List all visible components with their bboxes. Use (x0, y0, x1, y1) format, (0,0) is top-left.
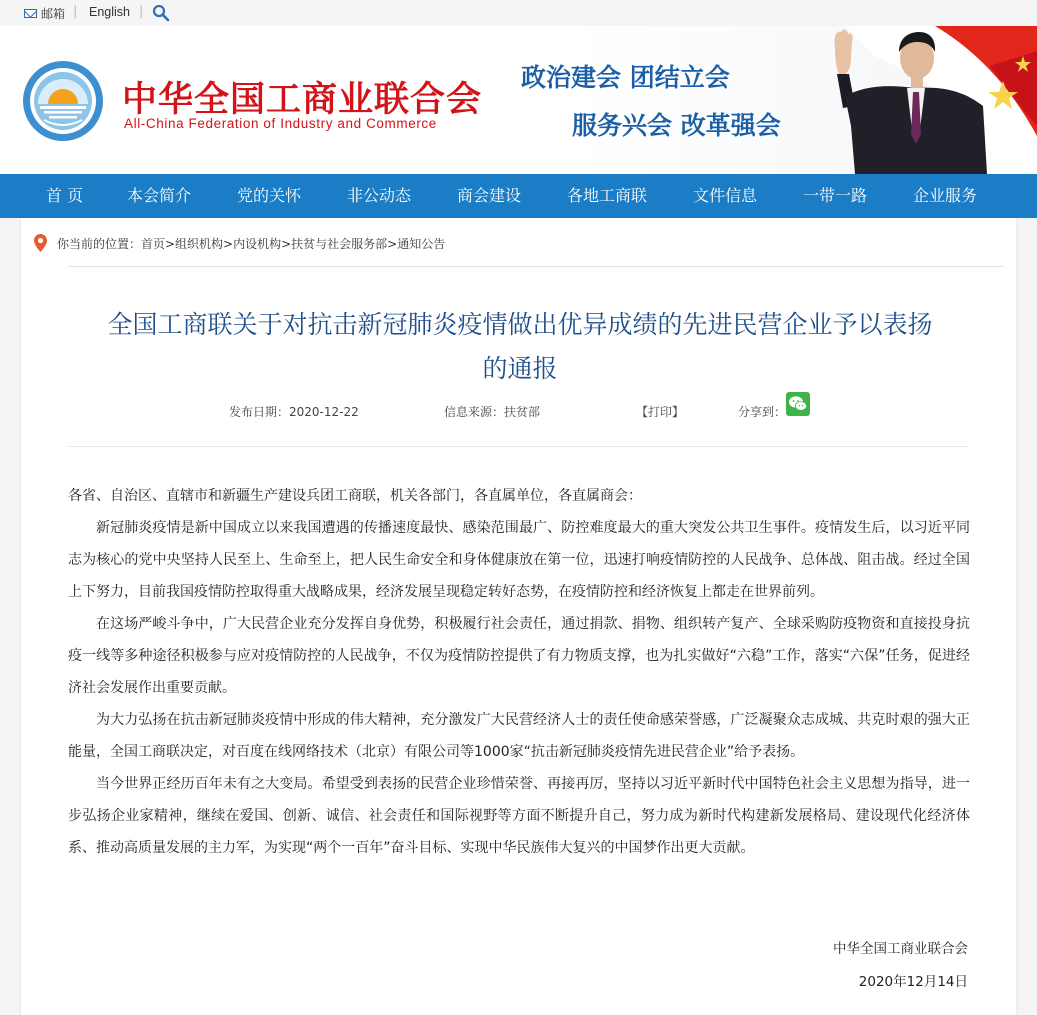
publish-date: 发布日期：2020-12-22 (229, 405, 359, 419)
signature: 中华全国工商业联合会 (833, 941, 968, 957)
org-name-en: All-China Federation of Industry and Commerce (124, 116, 437, 131)
paragraph: 为大力弘扬在抗击新冠肺炎疫情中形成的伟大精神，充分激发广大民营经济人士的责任使命感荣誉感，广泛凝聚众志成城、共克时艰的强大正能量，全国工商联决定，对百度在线网络技术（北京）有限公司等1000家“抗击新冠肺炎疫情先进民营企业”给予表扬。 (68, 712, 970, 760)
article-title-line-2: 的通报 (482, 354, 558, 383)
separator: | (73, 4, 78, 19)
nav-item-documents[interactable]: 文件信息 (693, 186, 758, 205)
meta-divider (68, 446, 968, 447)
federation-logo[interactable] (22, 60, 104, 142)
info-source: 信息来源：扶贫部 (444, 405, 541, 419)
wechat-share-icon[interactable] (786, 392, 810, 416)
slogan-line-2: 服务兴会 改革强会 (572, 111, 781, 140)
print-button[interactable]: 【打印】 (636, 405, 685, 419)
paragraph: 在这场严峻斗争中，广大民营企业充分发挥自身优势，积极履行社会责任，通过捐款、捐物、组织转产复产、全球采购防疫物资和直接投身抗疫一线等多种途径积极参与应对疫情防控的人民战争，不仅为疫情防控提供了有力物质支撑，也为扎实做好“六稳”工作，落实“六保”任务，促进经济社会发展作出重要贡献。 (68, 616, 970, 696)
sign-date: 2020年12月14日 (858, 974, 968, 990)
article-body (68, 480, 970, 864)
paragraph: 新冠肺炎疫情是新中国成立以来我国遭遇的传播速度最快、感染范围最广、防控难度最大的重大突发公共卫生事件。疫情发生后，以习近平同志为核心的党中央坚持人民至上、生命至上，把人民生命安全和身体健康放在第一位，迅速打响疫情防控的人民战争、总体战、阻击战。经过全国上下努力，目前我国疫情防控取得重大战略成果，经济发展呈现稳定转好态势，在疫情防控和经济恢复上都走在世界前列。 (68, 520, 970, 600)
nav-item-non-public-news[interactable]: 非公动态 (347, 186, 412, 205)
nav-item-belt-and-road[interactable]: 一带一路 (803, 186, 868, 205)
nav-item-party-care[interactable]: 党的关怀 (237, 186, 302, 205)
top-utility-bar (0, 0, 1037, 26)
nav-item-chamber-building[interactable]: 商会建设 (457, 186, 522, 205)
breadcrumb-divider (68, 266, 1004, 267)
nav-item-about[interactable]: 本会简介 (127, 186, 192, 205)
nav-item-enterprise-service[interactable]: 企业服务 (913, 186, 978, 205)
article-title (60, 303, 980, 391)
article-title-line-1: 全国工商联关于对抗击新冠肺炎疫情做出优异成绩的先进民营企业予以表扬 (107, 310, 933, 339)
english-label: English (89, 5, 130, 19)
site-header (0, 26, 1037, 174)
slogan-line-1: 政治建会 团结立会 (521, 63, 730, 92)
mailbox-label: 邮箱 (41, 7, 66, 21)
english-link[interactable] (89, 5, 130, 19)
mail-icon (24, 9, 37, 18)
search-icon[interactable] (152, 4, 170, 22)
org-name-cn: 中华全国工商业联合会 (122, 80, 483, 120)
main-nav (0, 174, 1037, 218)
leader-portrait-image (815, 26, 1037, 174)
breadcrumb-text[interactable]: 你当前的位置：首页>组织机构>内设机构>扶贫与社会服务部>通知公告 (57, 236, 446, 251)
paragraph: 当今世界正经历百年未有之大变局。希望受到表扬的民营企业珍惜荣誉、再接再厉，坚持以习近平新时代中国特色社会主义思想为指导，进一步弘扬企业家精神，继续在爱国、创新、诚信、社会责任和国际视野等方面不断提升自己，努力成为新时代构建新发展格局、建设现代化经济体系、推动高质量发展的主力军，为实现“两个一百年”奋斗目标、实现中华民族伟大复兴的中国梦作出更大贡献。 (68, 776, 970, 856)
location-pin-icon (34, 234, 47, 252)
share-label: 分享到： (738, 405, 787, 419)
nav-item-home[interactable]: 首 页 (46, 186, 84, 205)
breadcrumb (34, 234, 445, 252)
mailbox-link[interactable] (24, 5, 65, 22)
nav-item-local-federations[interactable]: 各地工商联 (567, 186, 648, 205)
separator: | (139, 4, 144, 19)
salutation: 各省、自治区、直辖市和新疆生产建设兵团工商联，机关各部门，各直属单位，各直属商会： (68, 488, 642, 504)
